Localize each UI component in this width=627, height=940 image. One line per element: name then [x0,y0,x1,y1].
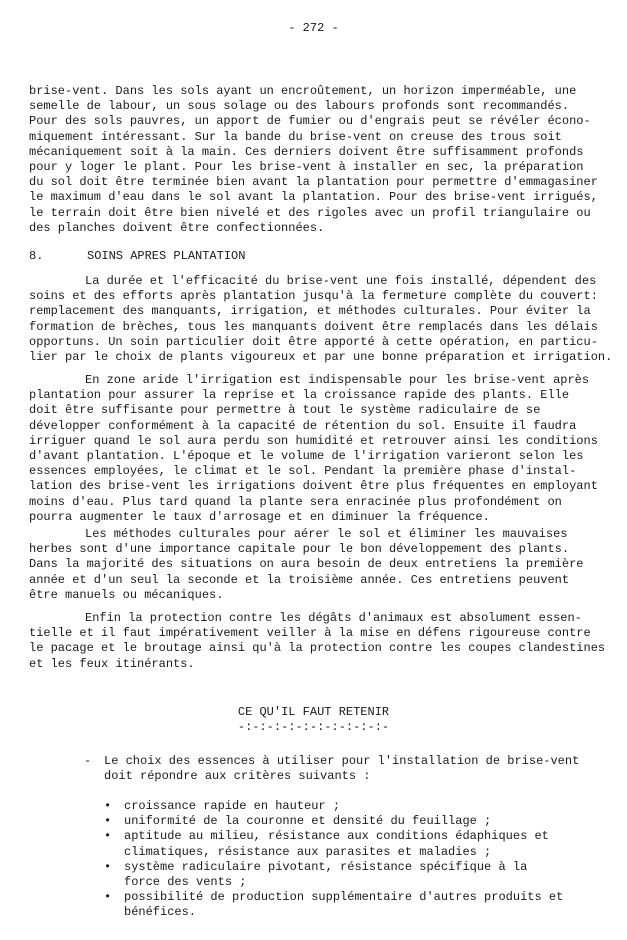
text-line: Les méthodes culturales pour aérer le sol et éliminer les mauvaises [85,527,568,541]
text-line: pourra augmenter le taux d'arrosage et en diminuer la fréquence. [29,509,490,524]
text-line: brise-vent. Dans les sols ayant un encroûtement, un horizon imperméable, une [29,84,577,98]
text-line: herbes sont d'une importance capitale pour le bon développement des plants. [29,542,570,557]
bullet-marker: • [104,829,112,844]
text-line: Dans la majorité des situations on aura besoin de deux entretiens la première [29,557,584,572]
text-line: La durée et l'efficacité du brise-vent une fois installé, dépendent des [85,274,597,288]
text-line: moins d'eau. Plus tard quand la plante sera enracinée plus profondément on [29,494,562,509]
text-line: miquement intéressant. Sur la bande du brise-vent on creuse des trous soit [29,129,562,144]
text-line: uniformité de la couronne et densité du feuillage ; [124,814,492,829]
section-title: SOINS APRES PLANTATION [87,249,246,263]
text-line: bénéfices. [124,905,197,920]
text-line: système radiculaire pivotant, résistance spécifique à la [124,859,528,874]
text-line: remplacement des manquants, irrigation, et méthodes culturales. Pour éviter la [29,304,591,319]
text-line: le maximum d'eau dans le sol avant la plantation. Pour des brise-vent irrigués, [29,190,598,205]
text-line: d'avant plantation. L'époque et le volume de l'irrigation varieront selon les [29,448,584,463]
text-line: Pour des sols pauvres, un apport de fumier ou d'engrais peut se révéler écono- [29,114,591,129]
dash-marker: - [84,754,92,768]
text-line: être manuels ou mécaniques. [29,587,224,602]
text-line: irriguer quand le sol aura perdu son humidité et retrouver ainsi les conditions [29,433,598,448]
text-line: du sol doit être terminée bien avant la plantation pour permettre d'emmagasiner [29,175,598,190]
text-line: doit être suffisante pour permettre à tout le système radiculaire de se [29,403,541,418]
page-number: - 272 - [288,21,339,35]
list-item [104,799,604,814]
text-line: année et d'un seul la seconde et la troisième année. Ces entretiens peuvent [29,572,570,587]
text-line: aptitude au milieu, résistance aux conditions édaphiques et [124,829,549,844]
bullet-marker: • [104,814,112,829]
text-line: le pacage et le broutage ainsi qu'à la protection contre les coupes clandestines [29,641,606,656]
text-line: essences employées, le climat et le sol. Pendant la première phase d'instal- [29,464,577,479]
text-line: et les feux itinérants. [29,656,195,671]
paragraph-protection [29,611,604,672]
text-line: force des vents ; [124,874,247,889]
retain-title: CE QU'IL FAUT RETENIR [237,705,390,719]
text-line: En zone aride l'irrigation est indispensable pour les brise-vent après [85,373,590,387]
section-number: 8. [29,249,44,263]
text-line: formation de brèches, tous les manquants doivent être remplacés dans les délais [29,319,598,334]
list-item [104,860,604,890]
text-line: croissance rapide en hauteur ; [124,799,341,813]
paragraph-irrigation [29,373,604,525]
retain-decoration: -:-:-:-:-:-:-:-:-:-:- [237,720,390,734]
text-line: semelle de labour, un sous solage ou des labours profonds sont recommandés. [29,99,570,114]
text-line: soins et des efforts après plantation jusqu'à la fermeture complète du couvert: [29,289,598,304]
section-heading [29,249,245,263]
text-line: des planches doivent être confectionnées. [29,220,325,235]
paragraph-replacement [29,274,613,365]
paragraph-cultural-methods [29,527,604,603]
retain-heading [0,705,627,735]
text-line: lier par le choix de plants vigoureux et par une bonne préparation et irrigation. [29,349,613,364]
text-line: pour y loger le plant. Pour les brise-vent à installer en sec, la préparation [29,159,584,174]
bullet-marker: • [104,890,112,905]
list-item [104,829,604,859]
list-item [104,814,604,829]
bullet-marker: • [104,799,112,813]
intro-paragraph [29,84,604,236]
text-line: développer conformément à la capacité de rétention du sol. Ensuite il faudra [29,418,577,433]
bullet-marker: • [104,859,112,874]
criteria-list [104,799,604,921]
text-line: opportuns. Un soin particulier doit être apporté à cette opération, en particu- [29,334,598,349]
text-line: possibilité de production supplémentaire d'autres produits et [124,890,564,905]
text-line: Enfin la protection contre les dégâts d'animaux est absolument essen- [85,611,582,625]
text-line: mécaniquement soit à la main. Ces derniers doivent être suffisamment profonds [29,144,584,159]
text-line: climatiques, résistance aux parasites et maladies ; [124,844,492,859]
text-line: le terrain doit être bien nivelé et des rigoles avec un profil triangulaire ou [29,205,591,220]
text-line: tielle et il faut impérativement veiller à la mise en défens rigoureuse contre [29,626,591,641]
list-item [104,890,604,920]
text-line: lation des brise-vent les irrigations doivent être plus fréquentes en employant [29,479,598,494]
text-line: Le choix des essences à utiliser pour l'installation de brise-vent [104,754,580,768]
text-line: doit répondre aux critères suivants : [104,769,371,784]
text-line: plantation pour assurer la reprise et la croissance rapide des plants. Elle [29,388,570,403]
